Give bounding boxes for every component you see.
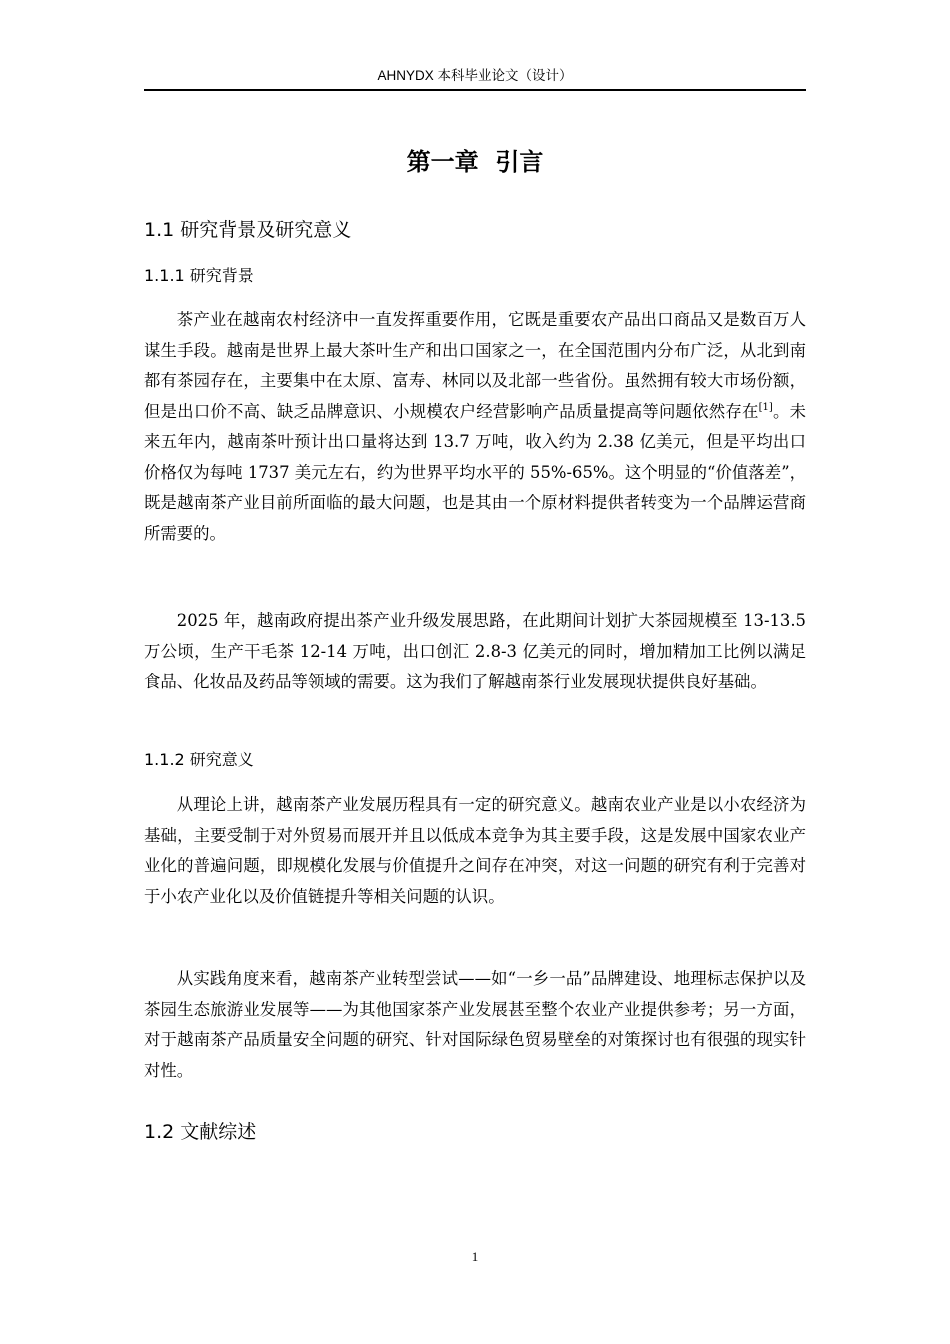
page-number: 1 <box>471 1249 479 1264</box>
running-header: AHNYDX 本科毕业论文（设计） <box>377 68 573 83</box>
paragraph-significance-2: 从实践角度来看，越南茶产业转型尝试——如“一乡一品”品牌建设、地理标志保护以及茶园生态旅游业发展等——为其他国家茶产业发展甚至整个农业产业提供参考；另一方面，对于越南茶产品质量安全问题的研究、针对国际绿色贸易壁垒的对策探讨也有很强的现实针对性。 <box>144 969 806 1080</box>
section-heading-1-2: 1.2 文献综述 <box>144 1121 257 1143</box>
paragraph-background-1 <box>144 305 806 549</box>
paragraph-text: 茶产业在越南农村经济中一直发挥重要作用，它既是重要农产品出口商品又是数百万人谋生手段。越南是世界上最大茶叶生产和出口国家之一，在全国范围内分布广泛，从北到南都有茶园存在，主要集中在太原、富寿、林同以及北部一些省份。虽然拥有较大市场份额，但是出口价不高、缺乏品牌意识、小规模农户经营影响产品质量提高等问题依然存在 <box>144 310 806 421</box>
chapter-title: 第一章 引言 <box>406 148 544 176</box>
subsection-heading-1-1-2: 1.1.2 研究意义 <box>144 750 254 769</box>
paragraph-text: 。未来五年内，越南茶叶预计出口量将达到 13.7 万吨，收入约为 2.38 亿美元，但是平均出口价格仅为每吨 1737 美元左右，约为世界平均水平的 55%-65%。这个明显的“价值落差”，既是越南茶产业目前所面临的最大问题，也是其由一个原材料提供者转变为一个品牌运营商所需要的。 <box>144 401 807 543</box>
paragraph-background-2: 2025 年，越南政府提出茶产业升级发展思路，在此期间计划扩大茶园规模至 13-13.5 万公顷，生产干毛茶 12-14 万吨，出口创汇 2.8-3 亿美元的同时，增加精加工比例以满足食品、化妆品及药品等领域的需要。这为我们了解越南茶行业发展现状提供良好基础。 <box>144 611 806 691</box>
section-heading-1-1: 1.1 研究背景及研究意义 <box>144 219 352 241</box>
subsection-heading-1-1-1: 1.1.1 研究背景 <box>144 266 254 285</box>
header-rule <box>144 89 806 91</box>
citation-reference: [1] <box>758 401 773 413</box>
paragraph-significance-1: 从理论上讲，越南茶产业发展历程具有一定的研究意义。越南农业产业是以小农经济为基础，主要受制于对外贸易而展开并且以低成本竞争为其主要手段，这是发展中国家农业产业化的普遍问题，即规模化发展与价值提升之间存在冲突，对这一问题的研究有利于完善对于小农产业化以及价值链提升等相关问题的认识。 <box>144 795 806 906</box>
